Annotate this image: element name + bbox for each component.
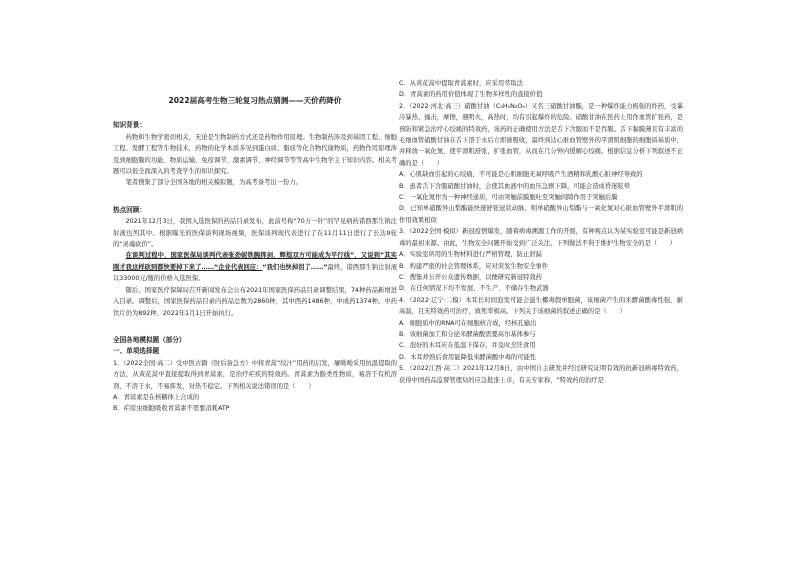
question-2-option-d: D．已知单硝酸异山梨酯能快速舒张冠状动脉，则单硝酸异山梨酯与一氧化氮对心脏血管壁外平滑肌的作用效果相似 bbox=[399, 205, 683, 224]
company-reply-quote: “我们也快掉泪了……” bbox=[262, 263, 328, 271]
question-1-option-d: D．青蒿素的药用价值体现了生物多样性的直接价值 bbox=[399, 91, 543, 99]
question-2-option-c: C．一氧化氮作为一种神经递质，可由突触前膜胞吐至突触间隙作用于突触后膜 bbox=[399, 194, 618, 202]
background-heading: 知识背景： bbox=[113, 121, 146, 130]
simulation-heading: 全国各地模拟题（部分） bbox=[113, 335, 186, 344]
hot-review-paragraph-3: 随后，国家医疗保障局召开新闻发布会公布2021年国家医保药品目录调整结果，74种药品新增进入目录。调整后，国家医保药品目录内药品总数为2860种，其中西药1486种，中成药1374种。中药饮片仍为892种。2022年1月1日开始执行。 bbox=[113, 286, 397, 317]
background-paragraph-2: 笔者搜集了部分全国各地的相关模拟题，为高考备考出一份力。 bbox=[125, 179, 302, 187]
question-3-option-c: C．搜集并公开公众遗传数据，以便研究新冠特效药 bbox=[399, 273, 542, 281]
question-1-option-c: C．从黄花蒿中提取青蒿素时，应采用萃取法 bbox=[399, 80, 524, 87]
question-1-option-b: B．疟原虫细胞吸收青蒿素不需要消耗ATP bbox=[113, 405, 230, 413]
question-2: 2．（2022·河北·高三）硝酸甘油（C₃H₅N₃O₉）又名三硝酸甘油酯，是一种爆炸能力极强的炸药，受暴冷暴热、撞击，摩擦，遇明火，高热时，均有引起爆炸的危险。硝酸甘油在医药上用作血管扩张药，是预防和紧急治疗心绞痛的特效药，该药的正确使用方法是舌下含服而不是吞服。舌下黏膜薄且有丰富的毛细血管硝酸甘油在舌下溶于水后立即被吸收，最终到达心脏血管壁外的平滑肌细胞的细胞质基质中，并释放一氧化氮，使平滑肌舒张，扩张血管，从而在几分钟内缓解心绞痛。根据信息分析下列叙述不正确的是（ ） bbox=[399, 102, 683, 167]
negotiation-result: 最终，诺西那生钠注射液以33000元/瓶的价格入选医保。 bbox=[113, 263, 397, 283]
question-1: 1．（2022全国·高二）受中医古籍《肘后备急方》中将青蒿“绞汁”用药的启发，屠呦呦采用抗温提取的方法，从黄花蒿中直接提取得到青蒿素，是治疗疟疾的特效药。青蒿素为脂类性物质，易溶于有机溶剂，不溶于水，不易挥发，对热不稳定。下列相关说法错误的是（ ） bbox=[113, 359, 397, 390]
document-title: 2022届高考生物三轮复习热点猜测——天价药降价 bbox=[168, 96, 342, 105]
hot-review-paragraph-2 bbox=[113, 250, 397, 284]
question-5: 5．（2022江西·高二）2021年12月8日，由中国自主研发并经过研究证明有效的抗新冠病毒特效药，获得中国药品监督管理局的应急批准上市，有关专家称，“特效药的治疗是 bbox=[399, 365, 683, 384]
question-1-option-a: A．青蒿素是在核糖体上合成的 bbox=[113, 393, 200, 401]
question-4-option-b: B．该细菌加工和分泌米酵菌酸需要高尔基体参与 bbox=[399, 330, 536, 338]
hot-review-heading: 热点回顾： bbox=[113, 205, 146, 214]
hot-review-paragraph-1: 2021年12月3日，我国入选医保的药品目录发布，此前号称“70万一针”的罕见病药诺西那生钠注射液也列其中。根据曝光的医保谈判现场视频，医保谈判现代表进行了在11月11日进行了长达9轮的“灵魂砍价”。 bbox=[113, 218, 397, 249]
section-single-choice-heading: 一、单项选择题 bbox=[113, 347, 160, 356]
right-column bbox=[399, 0, 683, 562]
question-4-option-c: C．泡好的木耳应在低温下保存，并及时烹饪食用 bbox=[399, 342, 536, 350]
question-2-option-a: A．心肌缺血引起的心绞痛，不可能是心肌细胞无氧呼吸产生酒精和乳酸心脏神经导致的 bbox=[399, 171, 643, 179]
background-paragraph-1: 药物和生物学密切相关，无论是生物制药方式还是药物作用原理。生物制药涉及到基因工程、细胞工程、发酵工程等生物技术，药物的化学本质多见到蛋白质、脂质等化合物代谢物质，药物作用原理涉及到细胞膜的功能、物质运输、免疫调节、激素调节、神经调节等等高中生物学主干知识内容。相关考题可以很全面深入的考查学生的知识探究。 bbox=[113, 133, 397, 176]
question-3-option-b: B．构建严密的社会管理体系，应对突发生物安全事件 bbox=[399, 262, 549, 270]
question-3: 3．（2022全国·模拟）新冠疫情爆发，随着病毒溯源工作的开展，有种观点认为某实验室可能是新冠病毒的最初来源。由此，生物安全问题开始受到广泛关注。下列做法不利于维护生物安全的是（ ） bbox=[399, 228, 683, 247]
question-3-option-a: A．实验室所用的生物材料进行严格管理，防止泄漏 bbox=[399, 251, 542, 259]
question-2-option-b: B．患者舌下含服硝酸甘油时，会使其血液中的血压急剧下降，可能会造成昏迷眩晕 bbox=[399, 182, 631, 190]
question-4: 4．（2022·辽宁·二模）木耳长时间泡发可能会滋生椰毒假单胞菌，该细菌产生的米酵菌酸毒性强、耐高温，且无特效药可治疗，致死率极高。下列关于该细菌的叙述正确的是（ ） bbox=[399, 296, 683, 316]
question-3-option-d: D．在任何情况下均不发展、不生产、不储存生物武器 bbox=[399, 285, 549, 293]
question-4-option-d: D．木耳炒熟后食用能降低米酵菌酸中毒的可能性 bbox=[399, 353, 537, 361]
negotiation-quote: 在谈判过程中，国家医保局谈判代表张劲妮铁腕挥剑，辉煌双方可能成为平行线”，又说到”其实刚才我这样砍到都快要掉下来了……“企业代表回应： bbox=[113, 252, 397, 271]
question-4-option-a: A．细胞质中的RNA可在细胞核合成，经核孔输出 bbox=[399, 319, 537, 327]
left-column bbox=[113, 0, 397, 562]
